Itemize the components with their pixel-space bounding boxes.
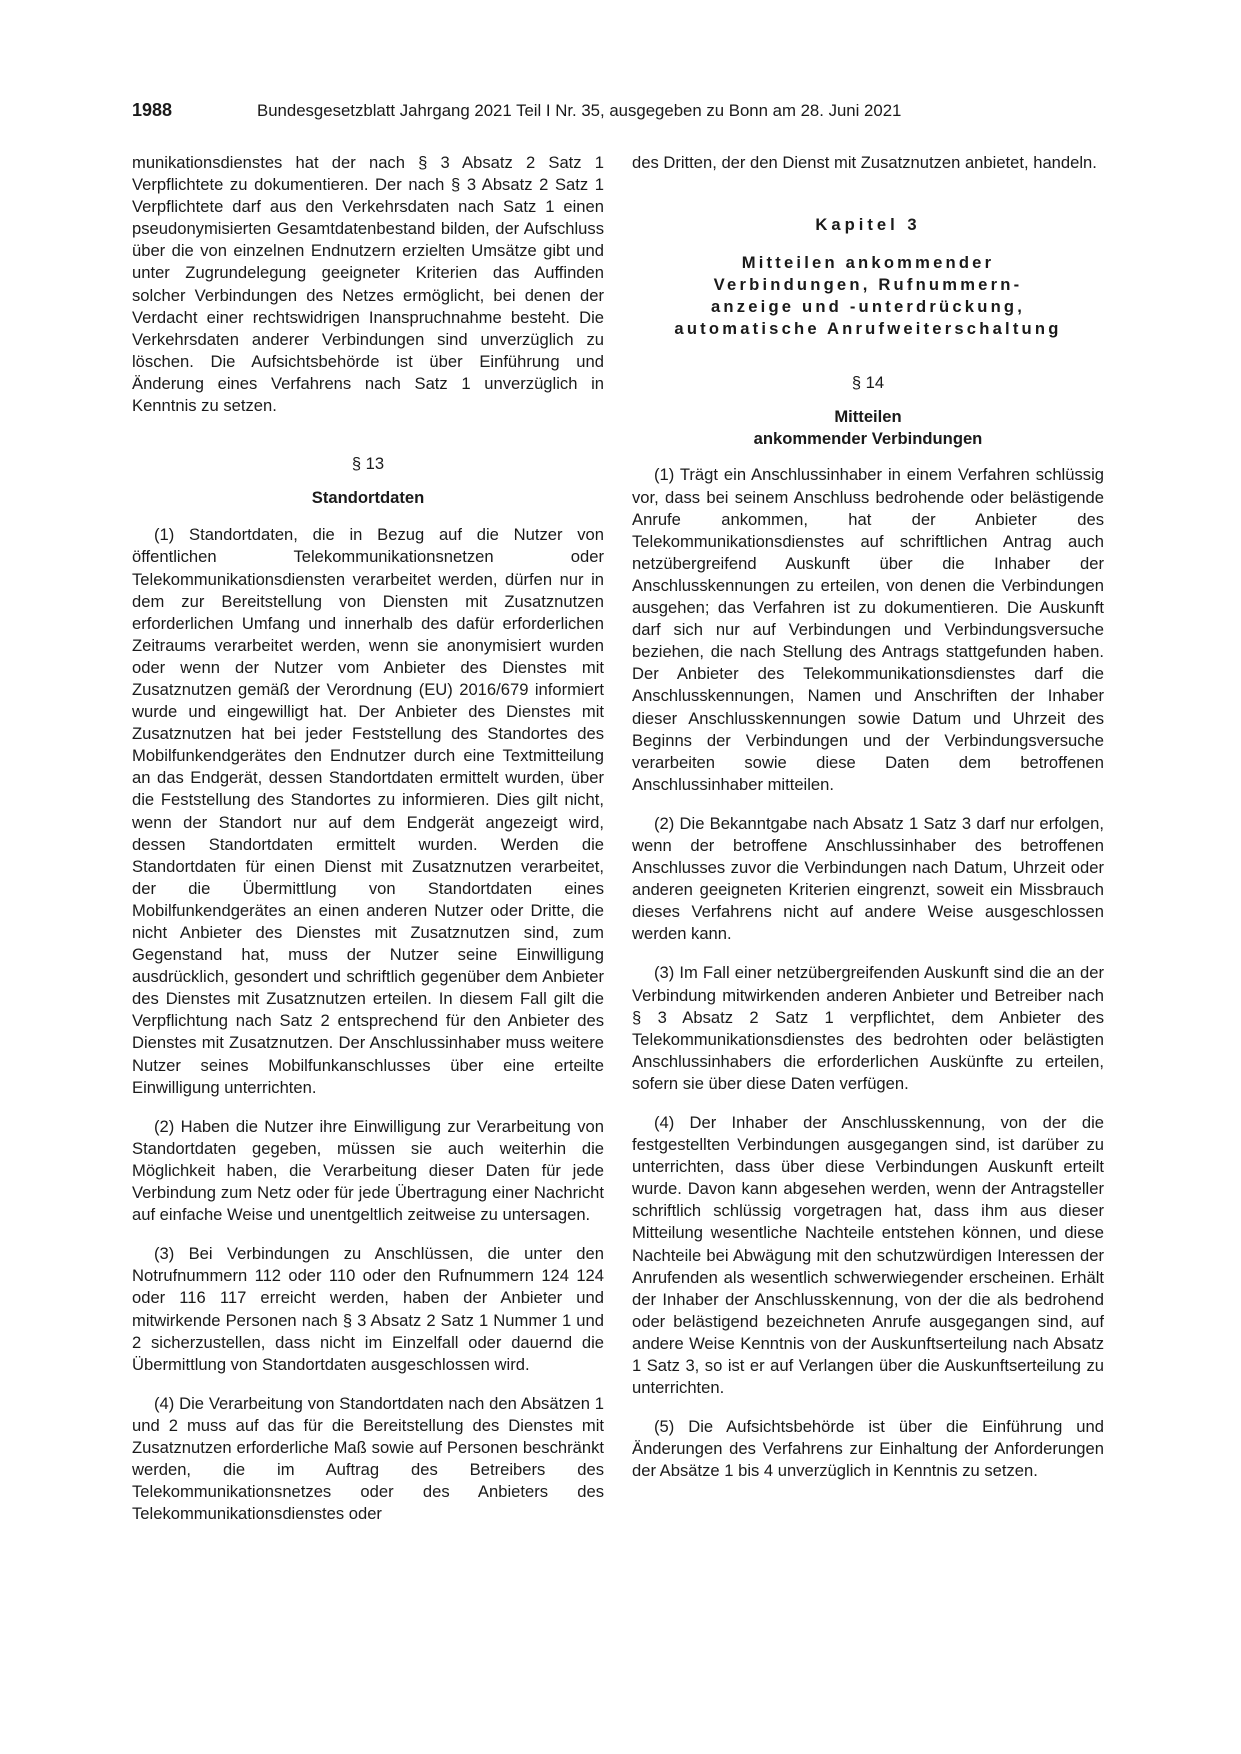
paragraph-3: (3) Bei Verbindungen zu Anschlüssen, die unter den Notrufnummern 112 oder 110 oder den Rufnummern 124 124 oder 116 117 erreicht werden, haben der Anbieter und mitwirkende Personen nach § 3 Absatz 2 Satz 1 Nummer 1 und 2 sicherzustellen, dass nicht im Einzelfall oder dauernd die Übermittlung von Standortdaten ausgeschlossen wird. — [132, 1244, 604, 1374]
paragraph-3: (3) Im Fall einer netzübergreifenden Auskunft sind die an der Verbindung mitwirkenden anderen Anbieter und Betreiber nach § 3 Absatz 2 Satz 1 verpflichtet, dem Anbieter des Telekommunikationsdienstes des bedrohten oder belästigten Anschlussinhabers die erforderlichen Auskünfte zu erteilen, sofern sie über diese Daten verfügen. — [632, 963, 1104, 1093]
page-number: 1988 — [132, 100, 173, 120]
section-title-line: Mitteilen — [834, 407, 902, 427]
paragraph-1: (1) Trägt ein Anschlussinhaber in einem Verfahren schlüssig vor, dass bei seinem Anschluss bedrohende oder belästigende Anrufe ankommen, hat der Anbieter des Telekommunikationsdienstes auf schriftlichen Antrag auch netzübergreifend Auskunft über die Inhaber der Anschlusskennungen zu erteilen, von denen die Verbindungen ausgehen; das Verfahren ist zu dokumentieren. Die Auskunft darf sich nur auf Verbindungen und Verbindungsversuche beziehen, die nach Stellung des Antrags stattgefunden haben. Der Anbieter des Telekommunikationsdienstes darf die Anschlusskennungen, Namen und Anschriften der Inhaber dieser Anschlusskennungen sowie Datum und Uhrzeit des Beginns der Verbindungen und der Verbindungsversuche verarbeiten sowie diese Daten dem betroffenen Anschlussinhaber mitteilen. — [632, 465, 1104, 794]
intro-paragraph: munikationsdienstes hat der nach § 3 Absatz 2 Satz 1 Verpflichtete zu dokumentieren. Der nach § 3 Absatz 2 Satz 1 Verpflichtete darf aus den Verkehrsdaten nach Satz 1 einen pseudonymisierten Gesamtdatenbestand bilden, der Aufschluss über die von einzelnen Endnutzern erzielten Umsätze gibt und unter Zugrundelegung geeigneter Kriterien das Auffinden solcher Verbindungen des Netzes ermöglicht, bei denen der Verdacht einer rechtswidrigen Inanspruchnahme besteht. Die Verkehrsdaten anderer Verbindungen sind unverzüglich zu löschen. Die Aufsichtsbehörde ist über Einführung und Änderung eines Verfahrens nach Satz 1 unverzüglich in Kenntnis zu setzen. — [132, 153, 604, 416]
section-number: § 13 — [351, 454, 385, 474]
chapter-title-line: anzeige und -unterdrückung, — [710, 297, 1026, 317]
chapter-title-line: Mitteilen ankommender — [741, 253, 995, 273]
paragraph-2: (2) Die Bekanntgabe nach Absatz 1 Satz 3 darf nur erfolgen, wenn der betroffene Anschlussinhaber des betroffenen Anschlusses zuvor die Verbindungen nach Datum, Uhrzeit oder anderen geeigneten Kriterien eingrenzt, soweit ein Missbrauch dieses Verfahrens nicht auf andere Weise ausgeschlossen werden kann. — [632, 813, 1104, 944]
section-title-line: ankommender Verbindungen — [753, 429, 983, 449]
page-header — [132, 100, 1120, 126]
chapter-label: Kapitel 3 — [815, 215, 921, 235]
paragraph-4: (4) Die Verarbeitung von Standortdaten nach den Absätzen 1 und 2 muss auf das für die Bereitstellung des Dienstes mit Zusatznutzen erforderliche Maß sowie auf Personen beschränkt werden, die im Auftrag des Betreibers des Telekommunikationsnetzes oder des Anbieters des Telekommunikationsdienstes oder — [132, 1393, 604, 1524]
continuation-paragraph: des Dritten, der den Dienst mit Zusatznutzen anbietet, handeln. — [632, 153, 1097, 172]
left-column — [132, 152, 604, 1525]
section-title — [632, 406, 1104, 450]
chapter-title — [632, 252, 1104, 340]
paragraph-1: (1) Standortdaten, die in Bezug auf die Nutzer von öffentlichen Telekommunikationsnetzen oder Telekommunikationsdiensten verarbeitet werden, dürfen nur in dem zur Bereitstellung von Diensten mit Zusatznutzen erforderlichen Umfang und innerhalb des dafür erforderlichen Zeitraums verarbeitet werden, wenn sie anonymisiert wurden oder wenn der Nutzer vom Anbieter des Dienstes mit Zusatznutzen gemäß der Verordnung (EU) 2016/679 informiert wurde und eingewilligt hat. Der Anbieter des Dienstes mit Zusatznutzen hat bei jeder Feststellung des Standortes des Mobilfunkendgerätes den Endnutzer durch eine Textmitteilung an das Endgerät, dessen Standortdaten ermittelt wurden, über die Feststellung des Standortes zu informieren. Dies gilt nicht, wenn der Standort nur auf dem Endgerät angezeigt wird, dessen Standortdaten ermittelt wurden. Werden die Standortdaten für einen Dienst mit Zusatznutzen verarbeitet, der die Übermittlung von Standortdaten eines Mobilfunkendgerätes an einen anderen Nutzer oder Dritte, die nicht Anbieter des Dienstes mit Zusatznutzen sind, zum Gegenstand hat, muss der Nutzer seine Einwilligung ausdrücklich, gesondert und schriftlich gegenüber dem Anbieter des Dienstes mit Zusatznutzen erteilen. In diesem Fall gilt die Verpflichtung nach Satz 2 entsprechend für den Anbieter des Dienstes mit Zusatznutzen. Der Anschlussinhaber muss weitere Nutzer seines Mobilfunkanschlusses über eine erteilte Einwilligung unterrichten. — [132, 525, 604, 1097]
chapter-title-line: Verbindungen, Rufnummern- — [713, 275, 1023, 295]
section-number: § 14 — [851, 373, 885, 393]
paragraph-2: (2) Haben die Nutzer ihre Einwilligung zur Verarbeitung von Standortdaten gegeben, müssen sie auch weiterhin die Möglichkeit haben, die Verarbeitung dieser Daten für jede Verbindung zum Netz oder für jede Übertragung einer Nachricht auf einfache Weise und unentgeltlich zeitweise zu untersagen. — [132, 1116, 604, 1225]
paragraph-4: (4) Der Inhaber der Anschlusskennung, von der die festgestellten Verbindungen ausgegangen sind, ist darüber zu unterrichten, dass über diese Verbindungen Auskunft erteilt wurde. Davon kann abgesehen werden, wenn der Antragsteller schriftlich schlüssig vorgetragen hat, dass ihm aus dieser Mitteilung wesentliche Nachteile entstehen können, und diese Nachteile bei Abwägung mit den schutzwürdigen Interessen der Anrufenden als wesentlich schwerwiegender erscheinen. Erhält der Inhaber der Anschlusskennung, von der die als bedrohend oder belästigend bezeichneten Anrufe ausgegangen sind, auf andere Weise Kenntnis von der Auskunftserteilung nach Absatz 1 Satz 3, so ist er auf Verlangen über die Auskunftserteilung zu unterrichten. — [632, 1113, 1104, 1398]
gazette-title: Bundesgesetzblatt Jahrgang 2021 Teil I Nr. 35, ausgegeben zu Bonn am 28. Juni 2021 — [257, 101, 902, 120]
paragraph-5: (5) Die Aufsichtsbehörde ist über die Einführung und Änderungen des Verfahrens zur Einhaltung der Anforderungen der Absätze 1 bis 4 unverzüglich in Kenntnis zu setzen. — [632, 1417, 1104, 1481]
section-title: Standortdaten — [311, 488, 425, 508]
chapter-title-line: automatische Anrufweiterschaltung — [674, 319, 1062, 339]
right-column — [632, 152, 1104, 1483]
